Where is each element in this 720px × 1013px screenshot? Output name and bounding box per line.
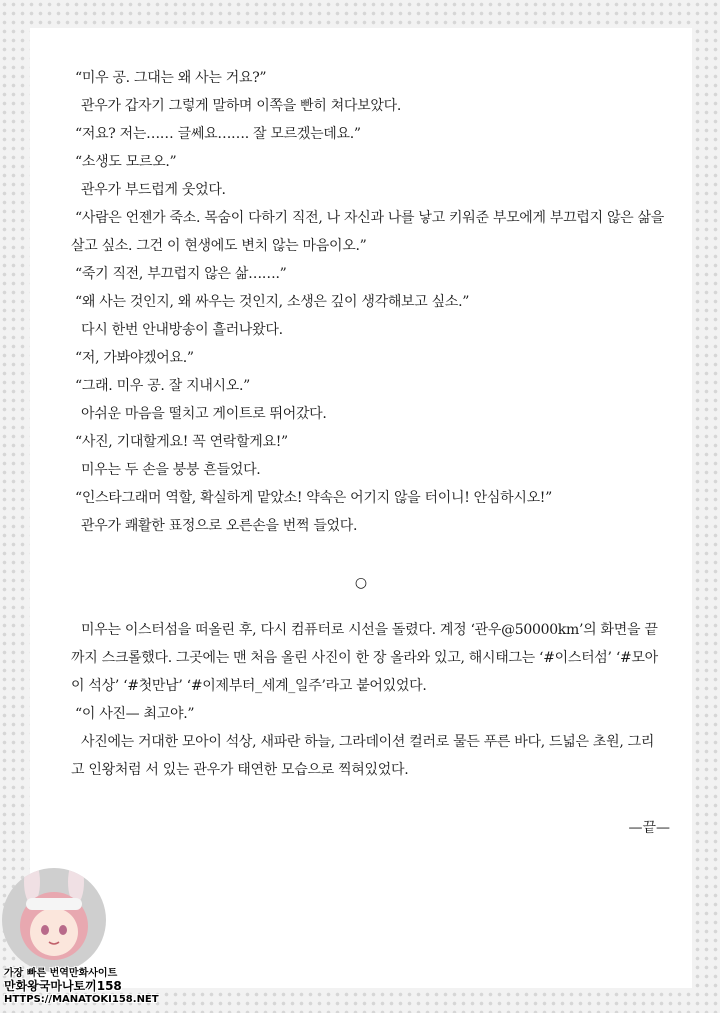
paragraph: “인스타그래머 역할, 확실하게 맡았소! 약속은 어기지 않을 터이니! 안심하시오!” bbox=[75, 490, 552, 506]
site-watermark bbox=[0, 868, 159, 1013]
body-text-section-2 bbox=[71, 616, 667, 784]
paragraph: “소생도 모르오.” bbox=[75, 154, 177, 170]
end-mark: —끝— bbox=[628, 820, 670, 836]
paragraph: 다시 한번 안내방송이 흘러나왔다. bbox=[81, 322, 283, 338]
paragraph: 미우는 이스터섬을 떠올린 후, 다시 컴퓨터로 시선을 돌렸다. 계정 ‘관우@50000km’의 화면을 끝까지 스크롤했다. 그곳에는 맨 처음 올린 사진이 한 장 올라와 있고, 해시태그는 ‘#이스터섬’ ‘#모아이 석상’ ‘#첫만남’ ‘#이제부터_세계_일주’라고 붙어있었다. bbox=[71, 622, 658, 694]
paragraph: “저, 가봐야겠어요.” bbox=[75, 350, 194, 366]
paragraph: “왜 사는 것인지, 왜 싸우는 것인지, 소생은 깊이 생각해보고 싶소.” bbox=[75, 294, 470, 310]
paragraph: 아쉬운 마음을 떨치고 게이트로 뛰어갔다. bbox=[81, 406, 327, 422]
paragraph: “이 사진— 최고야.” bbox=[75, 706, 195, 722]
paragraph: 관우가 쾌활한 표정으로 오른손을 번쩍 들었다. bbox=[81, 518, 358, 534]
mascot-avatar-icon bbox=[2, 868, 106, 972]
paragraph: “미우 공. 그대는 왜 사는 거요?” bbox=[75, 70, 267, 86]
section-separator: ○ bbox=[354, 575, 368, 591]
paragraph: “그래. 미우 공. 잘 지내시오.” bbox=[75, 378, 251, 394]
book-page bbox=[30, 28, 692, 988]
paragraph: 관우가 부드럽게 웃었다. bbox=[81, 182, 226, 198]
paragraph: 관우가 갑자기 그렇게 말하며 이쪽을 빤히 쳐다보았다. bbox=[81, 98, 401, 114]
watermark-url[interactable]: HTTPS://MANATOKI158.NET bbox=[4, 994, 159, 1005]
paragraph: 사진에는 거대한 모아이 석상, 새파란 하늘, 그라데이션 컬러로 물든 푸른 바다, 드넓은 초원, 그리고 인왕처럼 서 있는 관우가 태연한 모습으로 찍혀있었다. bbox=[71, 734, 655, 778]
paragraph: “죽기 직전, 부끄럽지 않은 삶…….” bbox=[75, 266, 287, 282]
watermark-line-2: 만화왕국마나토끼158 bbox=[4, 979, 122, 993]
body-text-section-1 bbox=[71, 64, 667, 540]
paragraph: “저요? 저는…… 글쎄요……. 잘 모르겠는데요.” bbox=[75, 126, 361, 142]
paragraph: 미우는 두 손을 붕붕 흔들었다. bbox=[81, 462, 261, 478]
paragraph: “사람은 언젠가 죽소. 목숨이 다하기 직전, 나 자신과 나를 낳고 키워준 부모에게 부끄럽지 않은 삶을 살고 싶소. 그건 이 현생에도 변치 않는 마음이오.” bbox=[71, 210, 664, 254]
paragraph: “사진, 기대할게요! 꼭 연락할게요!” bbox=[75, 434, 288, 450]
watermark-line-1: 가장 빠른 번역만화사이트 bbox=[4, 968, 118, 979]
